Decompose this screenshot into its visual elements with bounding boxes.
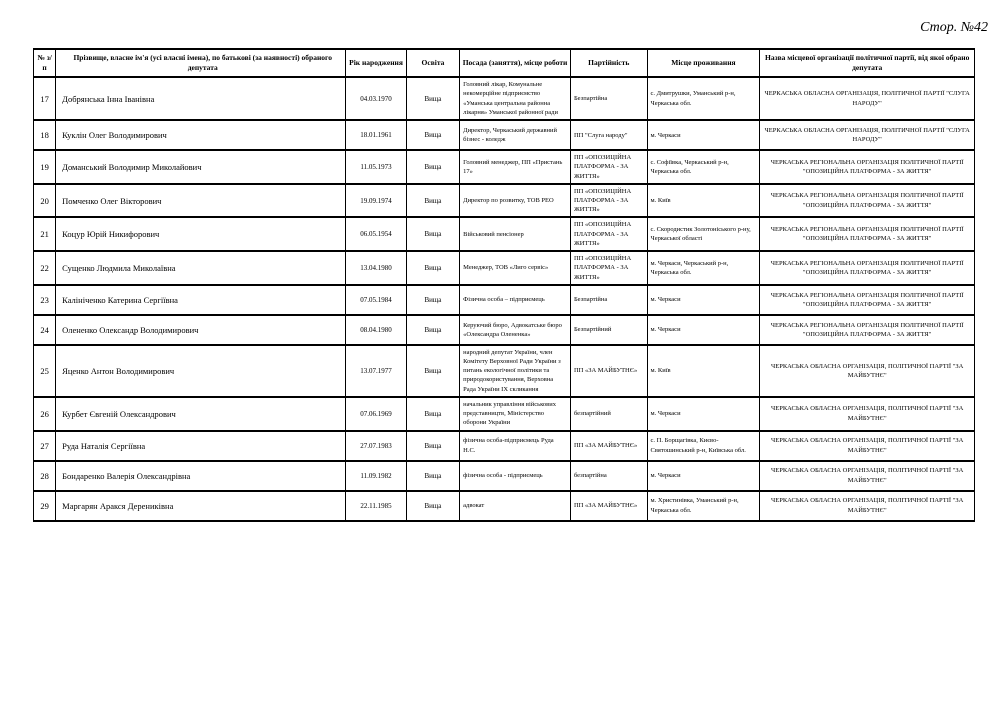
- table-row: [34, 251, 975, 285]
- table-row: [34, 77, 975, 120]
- cell-name: Коцур Юрій Никифорович: [56, 217, 346, 251]
- cell-birth: 07.05.1984: [346, 285, 406, 315]
- table-row: [34, 491, 975, 521]
- cell-position: фізична особа - підприємець: [460, 461, 571, 491]
- cell-education: Вища: [406, 217, 459, 251]
- cell-birth: 04.03.1970: [346, 77, 406, 120]
- cell-party: ПП «ЗА МАЙБУТНЄ»: [570, 431, 647, 461]
- cell-position: начальник управління військових представництв, Міністерство оборони України: [460, 397, 571, 431]
- header-party: Партійність: [570, 49, 647, 77]
- cell-party: безпартійний: [570, 397, 647, 431]
- cell-residence: м. Київ: [647, 345, 760, 397]
- cell-name: Руда Наталія Сергіївна: [56, 431, 346, 461]
- cell-party: ПП "Слуга народу": [570, 120, 647, 150]
- cell-org: ЧЕРКАСЬКА РЕГІОНАЛЬНА ОРГАНІЗАЦІЯ ПОЛІТИЧНОЇ ПАРТІЇ "ОПОЗИЦІЙНА ПЛАТФОРМА - ЗА ЖИТТЯ": [760, 184, 975, 218]
- cell-birth: 06.05.1954: [346, 217, 406, 251]
- cell-org: ЧЕРКАСЬКА ОБЛАСНА ОРГАНІЗАЦІЯ, ПОЛІТИЧНОЇ ПАРТІЇ "ЗА МАЙБУТНЄ": [760, 431, 975, 461]
- cell-name: Сущенко Людмила Миколаївна: [56, 251, 346, 285]
- cell-education: Вища: [406, 285, 459, 315]
- cell-org: ЧЕРКАСЬКА ОБЛАСНА ОРГАНІЗАЦІЯ, ПОЛІТИЧНОЇ ПАРТІЇ "ЗА МАЙБУТНЄ": [760, 345, 975, 397]
- cell-residence: м. Черкаси: [647, 461, 760, 491]
- cell-party: Безпартійна: [570, 285, 647, 315]
- cell-education: Вища: [406, 315, 459, 345]
- cell-residence: м. Київ: [647, 184, 760, 218]
- header-residence: Місце проживання: [647, 49, 760, 77]
- cell-name: Куклін Олег Володимирович: [56, 120, 346, 150]
- cell-birth: 11.05.1973: [346, 150, 406, 184]
- cell-education: Вища: [406, 184, 459, 218]
- cell-org: ЧЕРКАСЬКА ОБЛАСНА ОРГАНІЗАЦІЯ, ПОЛІТИЧНОЇ ПАРТІЇ "ЗА МАЙБУТНЄ": [760, 461, 975, 491]
- cell-birth: 27.07.1983: [346, 431, 406, 461]
- cell-position: Директор по розвитку, ТОВ РЕО: [460, 184, 571, 218]
- header-org: Назва місцевої організації політичної партії, від якої обрано депутата: [760, 49, 975, 77]
- cell-position: Керуючий бюро, Адвокатське бюро «Олександра Олененка»: [460, 315, 571, 345]
- table-row: [34, 150, 975, 184]
- cell-education: Вища: [406, 251, 459, 285]
- cell-name: Помченко Олег Вікторович: [56, 184, 346, 218]
- table-row: [34, 431, 975, 461]
- header-name: Прізвище, власне ім'я (усі власні імена), по батькові (за наявності) обраного депутата: [56, 49, 346, 77]
- cell-num: 19: [34, 150, 56, 184]
- cell-org: ЧЕРКАСЬКА ОБЛАСНА ОРГАНІЗАЦІЯ, ПОЛІТИЧНОЇ ПАРТІЇ "СЛУГА НАРОДУ": [760, 120, 975, 150]
- cell-position: Фізична особа – підприємець: [460, 285, 571, 315]
- cell-num: 23: [34, 285, 56, 315]
- cell-residence: м. Черкаси: [647, 397, 760, 431]
- table-row: [34, 217, 975, 251]
- cell-org: ЧЕРКАСЬКА РЕГІОНАЛЬНА ОРГАНІЗАЦІЯ ПОЛІТИЧНОЇ ПАРТІЇ "ОПОЗИЦІЙНА ПЛАТФОРМА - ЗА ЖИТТЯ": [760, 285, 975, 315]
- cell-education: Вища: [406, 491, 459, 521]
- header-birth: Рік народження: [346, 49, 406, 77]
- cell-birth: 07.06.1969: [346, 397, 406, 431]
- cell-num: 17: [34, 77, 56, 120]
- cell-name: Бондаренко Валерія Олександрівна: [56, 461, 346, 491]
- cell-education: Вища: [406, 461, 459, 491]
- table-row: [34, 120, 975, 150]
- cell-residence: м. Черкаси, Черкаський р-н, Черкаська обл.: [647, 251, 760, 285]
- cell-org: ЧЕРКАСЬКА ОБЛАСНА ОРГАНІЗАЦІЯ, ПОЛІТИЧНОЇ ПАРТІЇ "СЛУГА НАРОДУ": [760, 77, 975, 120]
- cell-position: народний депутат України, член Комітету Верховної Ради України з питань екологічної політики та природокористування, Верховна Рада України IX скликання: [460, 345, 571, 397]
- cell-birth: 08.04.1980: [346, 315, 406, 345]
- cell-num: 28: [34, 461, 56, 491]
- cell-org: ЧЕРКАСЬКА РЕГІОНАЛЬНА ОРГАНІЗАЦІЯ ПОЛІТИЧНОЇ ПАРТІЇ "ОПОЗИЦІЙНА ПЛАТФОРМА - ЗА ЖИТТЯ": [760, 217, 975, 251]
- header-education: Освіта: [406, 49, 459, 77]
- cell-party: ПП «ЗА МАЙБУТНЄ»: [570, 491, 647, 521]
- table-row: [34, 315, 975, 345]
- cell-position: Головний менеджер, ПП «Пристань 17»: [460, 150, 571, 184]
- cell-num: 29: [34, 491, 56, 521]
- page-number: Стор. №42: [920, 20, 988, 35]
- cell-education: Вища: [406, 150, 459, 184]
- cell-name: Калініченко Катерина Сергіївна: [56, 285, 346, 315]
- header-position: Посада (заняття), місце роботи: [460, 49, 571, 77]
- cell-name: Добрянська Інна Іванівна: [56, 77, 346, 120]
- cell-party: ПП «ОПОЗИЦІЙНА ПЛАТФОРМА - ЗА ЖИТТЯ»: [570, 217, 647, 251]
- cell-party: безпартійна: [570, 461, 647, 491]
- cell-name: Доманський Володимир Миколайович: [56, 150, 346, 184]
- cell-birth: 11.09.1982: [346, 461, 406, 491]
- cell-residence: с. Скородистик Золотоніського р-ну, Черкаської області: [647, 217, 760, 251]
- cell-position: Головний лікар, Комунальне некомерційне підприємство «Уманська центральна районна лікарня» Уманської районної ради: [460, 77, 571, 120]
- cell-position: Менеджер, ТОВ «Лиго сервіс»: [460, 251, 571, 285]
- cell-name: Олененко Олександр Володимирович: [56, 315, 346, 345]
- header-num: № з/п: [34, 49, 56, 77]
- cell-num: 25: [34, 345, 56, 397]
- cell-position: адвокат: [460, 491, 571, 521]
- cell-org: ЧЕРКАСЬКА ОБЛАСНА ОРГАНІЗАЦІЯ, ПОЛІТИЧНОЇ ПАРТІЇ "ЗА МАЙБУТНЄ": [760, 397, 975, 431]
- cell-party: ПП «ОПОЗИЦІЙНА ПЛАТФОРМА - ЗА ЖИТТЯ»: [570, 184, 647, 218]
- cell-birth: 18.01.1961: [346, 120, 406, 150]
- cell-residence: м. Черкаси: [647, 120, 760, 150]
- cell-position: Директор, Черкаський державний бізнес - коледж: [460, 120, 571, 150]
- cell-num: 22: [34, 251, 56, 285]
- cell-birth: 22.11.1985: [346, 491, 406, 521]
- cell-birth: 13.04.1980: [346, 251, 406, 285]
- deputies-table-container: [33, 48, 975, 522]
- cell-org: ЧЕРКАСЬКА РЕГІОНАЛЬНА ОРГАНІЗАЦІЯ ПОЛІТИЧНОЇ ПАРТІЇ "ОПОЗИЦІЙНА ПЛАТФОРМА - ЗА ЖИТТЯ": [760, 251, 975, 285]
- header-row: [34, 49, 975, 77]
- cell-name: Курбет Євгеній Олександрович: [56, 397, 346, 431]
- cell-org: ЧЕРКАСЬКА РЕГІОНАЛЬНА ОРГАНІЗАЦІЯ ПОЛІТИЧНОЇ ПАРТІЇ "ОПОЗИЦІЙНА ПЛАТФОРМА - ЗА ЖИТТЯ": [760, 150, 975, 184]
- cell-birth: 13.07.1977: [346, 345, 406, 397]
- cell-education: Вища: [406, 345, 459, 397]
- cell-residence: м. Христинівка, Уманський р-н, Черкаська обл.: [647, 491, 760, 521]
- cell-education: Вища: [406, 397, 459, 431]
- table-row: [34, 397, 975, 431]
- table-row: [34, 184, 975, 218]
- cell-party: Безпартійна: [570, 77, 647, 120]
- deputies-table: [33, 48, 975, 522]
- cell-position: фізична особа-підприємець Руда Н.С.: [460, 431, 571, 461]
- table-body: [34, 77, 975, 520]
- cell-residence: с. Дмитрушки, Уманський р-н, Черкаська обл.: [647, 77, 760, 120]
- cell-residence: с. Софіївка, Черкаський р-н, Черкаська обл.: [647, 150, 760, 184]
- cell-residence: м. Черкаси: [647, 315, 760, 345]
- cell-residence: с. П. Борщагівка, Києво-Святошинський р-н, Київська обл.: [647, 431, 760, 461]
- table-row: [34, 285, 975, 315]
- cell-num: 27: [34, 431, 56, 461]
- cell-name: Маргарян Аракся Дерениківна: [56, 491, 346, 521]
- cell-party: ПП «ЗА МАЙБУТНЄ»: [570, 345, 647, 397]
- cell-residence: м. Черкаси: [647, 285, 760, 315]
- cell-party: ПП «ОПОЗИЦІЙНА ПЛАТФОРМА - ЗА ЖИТТЯ»: [570, 150, 647, 184]
- cell-num: 26: [34, 397, 56, 431]
- cell-position: Військовий пенсіонер: [460, 217, 571, 251]
- cell-name: Яценко Антон Володимирович: [56, 345, 346, 397]
- cell-org: ЧЕРКАСЬКА РЕГІОНАЛЬНА ОРГАНІЗАЦІЯ ПОЛІТИЧНОЇ ПАРТІЇ "ОПОЗИЦІЙНА ПЛАТФОРМА - ЗА ЖИТТЯ": [760, 315, 975, 345]
- cell-party: Безпартійний: [570, 315, 647, 345]
- table-row: [34, 461, 975, 491]
- cell-num: 18: [34, 120, 56, 150]
- table-header: [34, 49, 975, 77]
- cell-education: Вища: [406, 120, 459, 150]
- cell-education: Вища: [406, 77, 459, 120]
- cell-education: Вища: [406, 431, 459, 461]
- cell-num: 20: [34, 184, 56, 218]
- cell-num: 24: [34, 315, 56, 345]
- cell-birth: 19.09.1974: [346, 184, 406, 218]
- cell-org: ЧЕРКАСЬКА ОБЛАСНА ОРГАНІЗАЦІЯ, ПОЛІТИЧНОЇ ПАРТІЇ "ЗА МАЙБУТНЄ": [760, 491, 975, 521]
- cell-num: 21: [34, 217, 56, 251]
- table-row: [34, 345, 975, 397]
- cell-party: ПП «ОПОЗИЦІЙНА ПЛАТФОРМА - ЗА ЖИТТЯ»: [570, 251, 647, 285]
